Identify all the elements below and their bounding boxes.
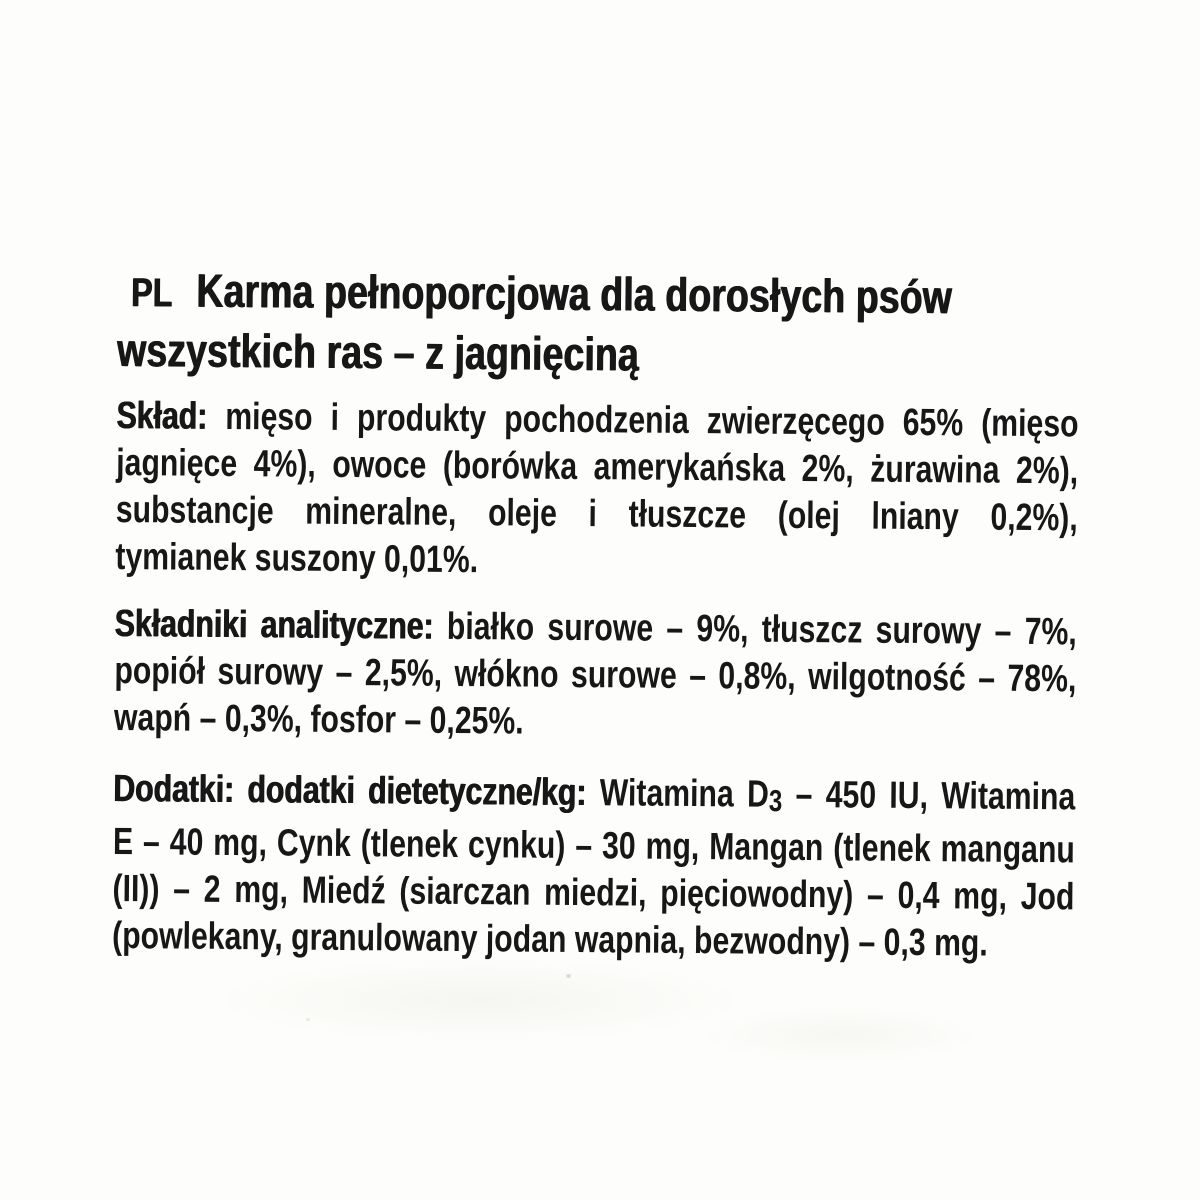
composition-line-4: tymianek suszony 0,01%. xyxy=(115,535,479,582)
label-text-block xyxy=(112,261,1080,969)
composition-line-3: substancje mineralne, oleje i tłuszcze (olej lniany 0,2%), xyxy=(115,488,1078,540)
product-title-line1 xyxy=(117,261,1079,329)
composition-line-2: jagnięce 4%), owoce (borówka amerykańska 2%, żurawina 2%), xyxy=(116,441,1079,493)
language-code: PL xyxy=(131,269,173,316)
composition-line-1-text: mięso i produkty pochodzenia zwierzęcego 65% (mięso xyxy=(225,395,1079,446)
composition-section xyxy=(115,393,1079,589)
vitamin-d3-subscript: 3 xyxy=(768,783,783,819)
additives-line-3: (II)) – 2 mg, Miedź (siarczan miedzi, pięciowodny) – 0,4 mg, Jod xyxy=(112,868,1075,919)
product-title-line2-text: wszystkich ras – z jagnięciną xyxy=(116,322,640,381)
composition-line-1 xyxy=(116,393,1078,448)
additives-line-1 xyxy=(113,766,1075,828)
analytical-line-2: popiół surowy – 2,5%, włókno surowe – 0,8%, wilgotność – 78%, xyxy=(114,649,1077,701)
analytical-line-1 xyxy=(115,601,1077,656)
additives-heading: Dodatki: dodatki dietetyczne/kg: xyxy=(113,767,600,815)
analytical-constituents-section xyxy=(114,601,1077,750)
analytical-line-1-text: białko surowe – 9%, tłuszcz surowy – 7%, xyxy=(446,605,1077,654)
additives-line-1-text-b: – 450 IU, Witamina xyxy=(782,773,1076,819)
additives-line-1-text-a: Witamina D xyxy=(599,772,770,816)
additives-line-2: E – 40 mg, Cynk (tlenek cynku) – 30 mg, Mangan (tlenek manganu xyxy=(112,821,1076,872)
product-title-line2 xyxy=(117,321,1079,386)
additives-section xyxy=(112,766,1076,969)
product-title xyxy=(117,261,1080,386)
scan-speck xyxy=(306,1018,310,1021)
analytical-line-3: wapń – 0,3%, fosfor – 0,25%. xyxy=(113,696,524,743)
product-title-line1-text: Karma pełnoporcjowa dla dorosłych psów xyxy=(196,263,953,324)
analytical-heading: Składniki analityczne: xyxy=(114,602,448,648)
additives-line-4: (powlekany, granulowany jodan wapnia, bezwodny) – 0,3 mg. xyxy=(111,915,988,965)
composition-heading: Skład: xyxy=(116,394,226,438)
scan-speck xyxy=(566,974,571,978)
